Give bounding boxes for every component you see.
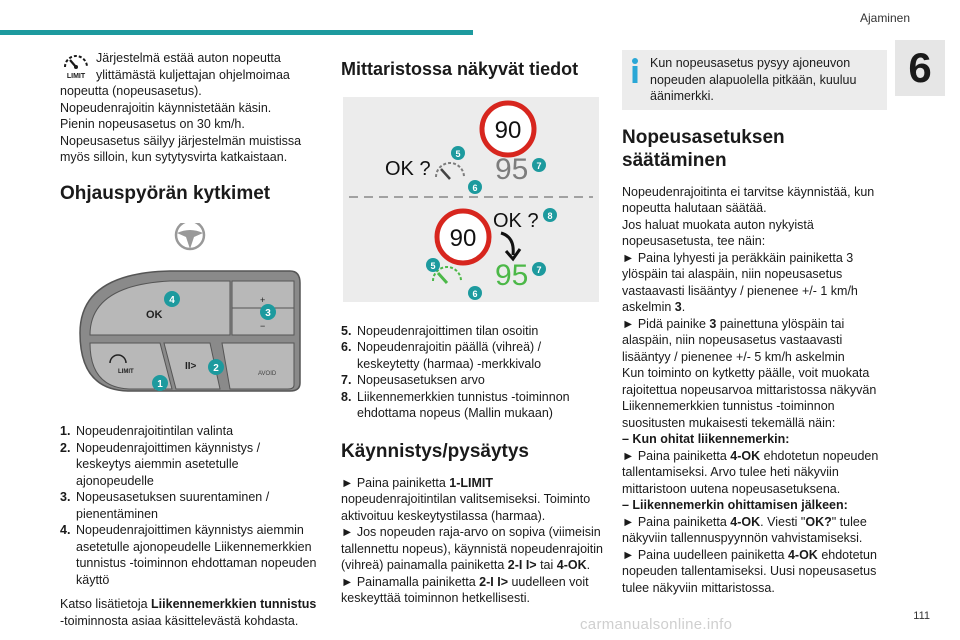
section-title: Ajaminen <box>859 11 910 25</box>
top-ok-text: OK ? <box>385 158 431 180</box>
svg-text:3: 3 <box>265 307 271 319</box>
fig-btn-avoid: AVOID <box>258 370 277 377</box>
switch-list <box>60 423 318 588</box>
list-item: 4. Nopeudenrajoittimen käynnistys aiemmin asetetulle ajonopeudelle Liikennemerkkien tunnistus -toiminnon ehdottaman nopeuden käyttö <box>60 523 317 587</box>
top-speed-sign <box>482 103 534 155</box>
fig-btn-limit: LIMIT <box>118 368 134 375</box>
note-lead: Järjestelmä estää auton nopeutta ylittämästä kuljettajan ohjelmoimaa <box>96 51 290 82</box>
limit-icon-text: LIMIT <box>66 73 86 80</box>
info-text: Kun nopeusasetus pysyy ajoneuvon nopeuden alapuolella pitkään, kuuluu äänimerkki. <box>650 56 857 103</box>
heading-cluster-info: Mittaristossa näkyvät tiedot <box>341 59 579 79</box>
svg-text:II>: II> <box>185 360 197 372</box>
bottom-ok-text: OK ? <box>493 210 539 232</box>
page-number: 111 <box>913 610 930 622</box>
callout-7b <box>532 262 546 276</box>
header-accent-bar <box>0 30 473 35</box>
callout-5b <box>426 258 440 272</box>
bottom-speed-value: 95 <box>495 259 529 292</box>
svg-text:7: 7 <box>536 265 542 275</box>
svg-text:5: 5 <box>455 149 461 159</box>
svg-text:+: + <box>260 294 266 305</box>
svg-text:6: 6 <box>472 289 478 299</box>
fig-btn-ok: OK <box>146 308 163 321</box>
column-middle <box>341 50 606 607</box>
instrument-cluster-figure <box>343 97 599 302</box>
info-box <box>622 50 887 110</box>
list-item: 6. Nopeudenrajoitin päällä (vihreä) / keskeytetty (harmaa) -merkkivalo <box>341 340 542 371</box>
svg-text:4: 4 <box>169 294 175 306</box>
callout-6b <box>468 286 482 300</box>
step-save-suggested: ► Paina painiketta 4-OK ehdotetun nopeuden tallentamiseksi. Arvo tulee heti näkyviin mittaristoon uutena nopeusasetuksena. <box>622 448 879 496</box>
column-left <box>60 50 318 629</box>
step-short-press: ► Paina lyhyesti ja peräkkäin painiketta 3 ylöspäin tai alaspäin, niin nopeusasetus vastaavasti lisääntyy / pienenee +/- 1 km/h askelmin 3. <box>622 250 858 314</box>
callout-5 <box>451 146 465 160</box>
svg-text:1: 1 <box>157 378 163 390</box>
para-memory: Nopeusasetus säilyy järjestelmän muistissa myös silloin, kun sytytysvirta katkaistaan. <box>60 133 302 164</box>
step-activate: ► Jos nopeuden raja-arvo on sopiva (viimeisin tallennettu nopeus), käynnistä nopeudenrajoitin (vihreä) painamalla painiketta 2-I I> tai 4-OK. <box>341 525 603 572</box>
para-manual-start: Nopeudenrajoitin käynnistetään käsin. <box>60 100 272 115</box>
svg-text:−: − <box>260 320 266 331</box>
svg-text:8: 8 <box>547 211 553 221</box>
para-min-speed: Pienin nopeusasetus on 30 km/h. <box>60 117 245 131</box>
heading-start-stop: Käynnistys/pysäytys <box>341 440 529 462</box>
callout-6 <box>468 180 482 194</box>
svg-text:5: 5 <box>430 261 436 271</box>
speed-limiter-icon <box>60 52 92 80</box>
heading-adjust-speed: Nopeusasetuksen säätäminen <box>622 126 785 171</box>
chapter-number: 6 <box>895 40 945 96</box>
step-long-press: ► Pidä painike 3 painettuna ylöspäin tai alaspäin, niin nopeusasetus vastaavasti lisääntyy / pienenee +/- 5 km/h askelmin <box>622 316 845 364</box>
bottom-speed-sign <box>437 211 489 263</box>
para-modify: Jos haluat muokata auton nykyistä nopeusasetusta, tee näin: <box>622 217 814 248</box>
list-item: 1. Nopeudenrajoitintilan valinta <box>60 424 234 438</box>
svg-text:2: 2 <box>213 362 219 374</box>
step-pause: ► Painamalla painiketta 2-I I> uudelleen voit keskeyttää toiminnon hetkellisesti. <box>341 574 589 605</box>
top-speed-value: 95 <box>495 153 529 186</box>
svg-text:90: 90 <box>449 225 477 252</box>
dash-after-sign: – Liikennemerkin ohittamisen jälkeen: <box>622 498 848 512</box>
list-item: 2. Nopeudenrajoittimen käynnistys / keskeytys aiemmin asetetulle ajonopeudelle <box>60 440 261 488</box>
heading-wheel-switches: Ohjauspyörän kytkimet <box>60 182 271 204</box>
callout-4 <box>164 291 180 307</box>
callout-1 <box>152 375 168 391</box>
step-confirm-request: ► Paina painiketta 4-OK. Viesti "OK?" tulee näkyviin tallennuspyynnön vahvistamiseksi. <box>622 514 867 545</box>
column-right <box>622 50 887 596</box>
steering-wheel-figure <box>60 223 318 403</box>
step-select-mode: ► Paina painiketta 1-LIMIT nopeudenrajoitintilan valitsemiseksi. Toiminto aktivoituu keskeytystilassa (harmaa). <box>341 475 591 523</box>
info-icon <box>628 57 642 83</box>
callout-3 <box>260 304 276 320</box>
step-save-new: ► Paina uudelleen painiketta 4-OK ehdotetun nopeuden tallentamiseksi. Uusi nopeusasetus tulee näkyviin mittaristossa. <box>622 547 877 595</box>
svg-text:6: 6 <box>472 183 478 193</box>
callout-8 <box>543 208 557 222</box>
note-rest: nopeutta (nopeusasetus). <box>60 84 202 98</box>
limit-note <box>60 50 318 83</box>
cluster-list <box>341 323 606 422</box>
para-no-activation: Nopeudenrajoitinta ei tarvitse käynnistää, kun nopeutta halutaan säätää. <box>622 184 875 215</box>
callout-7 <box>532 158 546 172</box>
list-item: 7. Nopeusasetuksen arvo <box>341 373 485 387</box>
watermark: carmanualsonline.info <box>580 616 733 633</box>
callout-2 <box>208 359 224 375</box>
para-traffic-sign: Kun toiminto on kytketty päälle, voit muokata rajoitettua nopeusarvoa mittaristossa näkyvän Liikennemerkkien tunnistus -toiminnon suositusten mukaisesti tekemällä näin: <box>622 366 877 430</box>
svg-text:7: 7 <box>536 161 542 171</box>
list-item: 5. Nopeudenrajoittimen tilan osoitin <box>341 323 539 338</box>
footer-reference: Katso lisätietoja Liikennemerkkien tunnistus -toiminnosta asiaa käsittelevästä kohdasta. <box>60 597 317 628</box>
list-item: 8. Liikennemerkkien tunnistus -toiminnon ehdottama nopeus (Mallin mukaan) <box>341 389 570 420</box>
list-item: 3. Nopeusasetuksen suurentaminen / pienentäminen <box>60 490 270 521</box>
dash-passing-sign: – Kun ohitat liikennemerkin: <box>622 432 790 446</box>
svg-text:90: 90 <box>494 117 522 144</box>
